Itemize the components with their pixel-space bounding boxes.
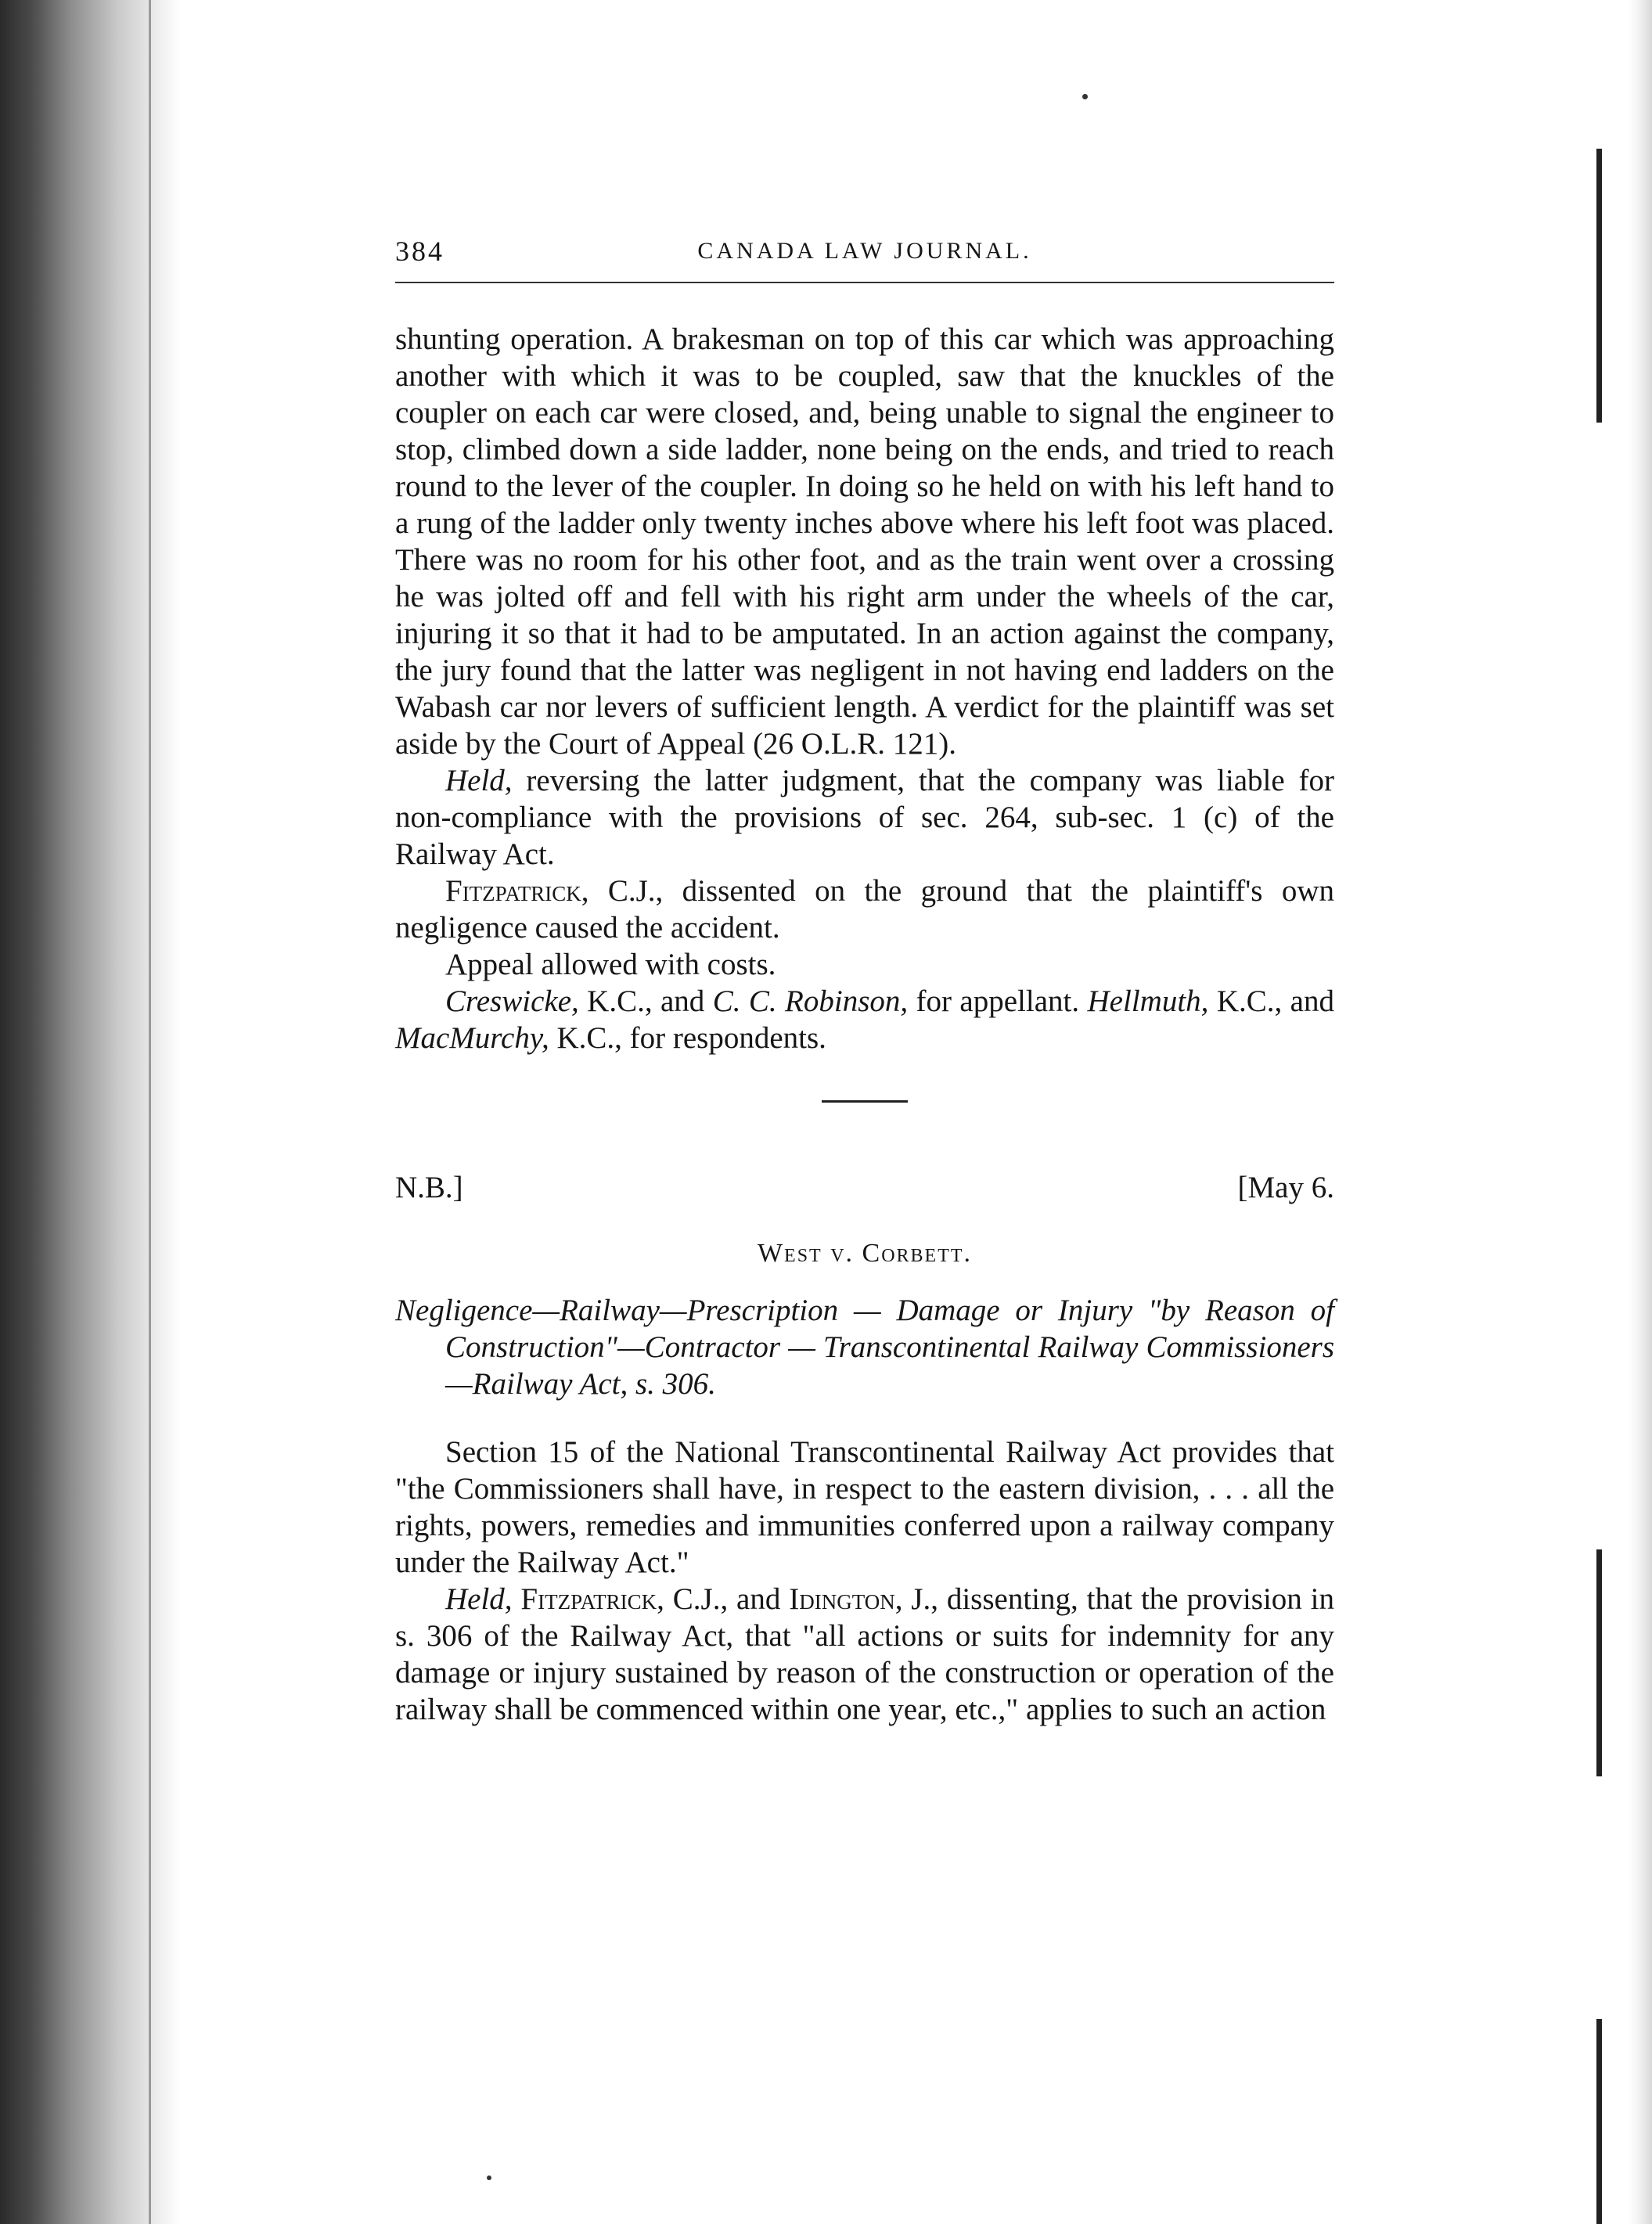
counsel-text: K.C., and xyxy=(578,984,713,1018)
right-page-edge xyxy=(1629,0,1652,2224)
counsel-text: K.C., for respondents. xyxy=(549,1021,826,1055)
case-title: West v. Corbett. xyxy=(757,1239,973,1268)
section-divider xyxy=(822,1100,908,1103)
holding-paragraph xyxy=(395,762,1334,873)
right-edge-mark xyxy=(1596,1549,1602,1776)
binding-edge-line xyxy=(149,0,151,2224)
counsel-paragraph xyxy=(395,983,1334,1056)
scan-speck xyxy=(487,2175,491,2180)
counsel-name: Hellmuth, xyxy=(1087,984,1209,1018)
journal-page xyxy=(395,235,1334,1728)
holding-text: reversing the latter judgment, that the company was liable for non-compliance with the provisions of sec. 264, sub-sec. 1 (c) of the Railway Act. xyxy=(395,764,1334,871)
held-label: Held, xyxy=(445,1582,513,1616)
judge-name: Idington, xyxy=(789,1582,903,1616)
counsel-text: for appellant. xyxy=(908,984,1088,1018)
counsel-text: K.C., and xyxy=(1208,984,1334,1018)
running-head: CANADA LAW JOURNAL. xyxy=(697,238,1032,264)
headnote: Negligence—Railway—Prescription — Damage or Injury "by Reason of Construction"—Contractor — Transcontinental Railway Commissioners—Railway Act, s. 306. xyxy=(395,1294,1334,1401)
court-label: N.B.] xyxy=(395,1171,463,1204)
dissent-text: C.J., dissented on the ground that the plaintiff's own negligence caused the accident. xyxy=(395,874,1334,945)
result-paragraph: Appeal allowed with costs. xyxy=(445,948,776,981)
holding-text: C.J., and xyxy=(664,1582,790,1616)
holding-paragraph xyxy=(395,1581,1334,1728)
counsel-name: C. C. Robinson, xyxy=(712,984,909,1018)
case-paragraph: shunting operation. A brakesman on top of this car which was approaching another with which it was to be coupled, saw that the knuckles of the coupler on each car were closed, and, being unable to signal the engineer to stop, climbed down a side ladder, none being on the ends, and tried to reach round to the lever of the coupler. In doing so he held on with his left hand to a rung of the ladder only twenty inches above where his left foot was placed. There was no room for his other foot, and as the train went over a crossing he was jolted off and fell with his right arm under the wheels of the car, injuring it so that it had to be amputated. In an action against the company, the jury found that the latter was negligent in not having end ladders on the Wabash car nor levers of sufficient length. A verdict for the plaintiff was set aside by the Court of Appeal (26 O.L.R. 121). xyxy=(395,322,1334,761)
page-number: 384 xyxy=(395,236,444,267)
right-edge-mark xyxy=(1596,2019,1602,2224)
binding-shadow xyxy=(0,0,180,2224)
page-header xyxy=(395,235,1334,282)
case-paragraph: Section 15 of the National Transcontinental Railway Act provides that "the Commissioners shall have, in respect to the eastern division, . . . all the rights, powers, remedies and immunities conferred upon a railway company under the Railway Act." xyxy=(395,1435,1334,1579)
counsel-name: MacMurchy, xyxy=(395,1021,549,1055)
scan-speck xyxy=(1082,94,1088,99)
holding-text: J., dissenting, that the provision in s. 306 of the Railway Act, that "all actions or suits for indemnity for any damage or injury sustained by reason of the construction or operation of the railway shall be commenced within one year, etc.," applies to such an action xyxy=(395,1582,1334,1726)
court-date-line xyxy=(395,1170,1334,1209)
dissent-paragraph xyxy=(395,873,1334,946)
right-edge-mark xyxy=(1596,149,1602,423)
judge-name: Fitzpatrick, xyxy=(445,874,589,908)
held-label: Held, xyxy=(445,764,513,797)
header-rule xyxy=(395,282,1334,283)
counsel-name: Creswicke, xyxy=(445,984,579,1018)
judge-name: Fitzpatrick, xyxy=(512,1582,664,1616)
decision-date: [May 6. xyxy=(1237,1171,1334,1204)
